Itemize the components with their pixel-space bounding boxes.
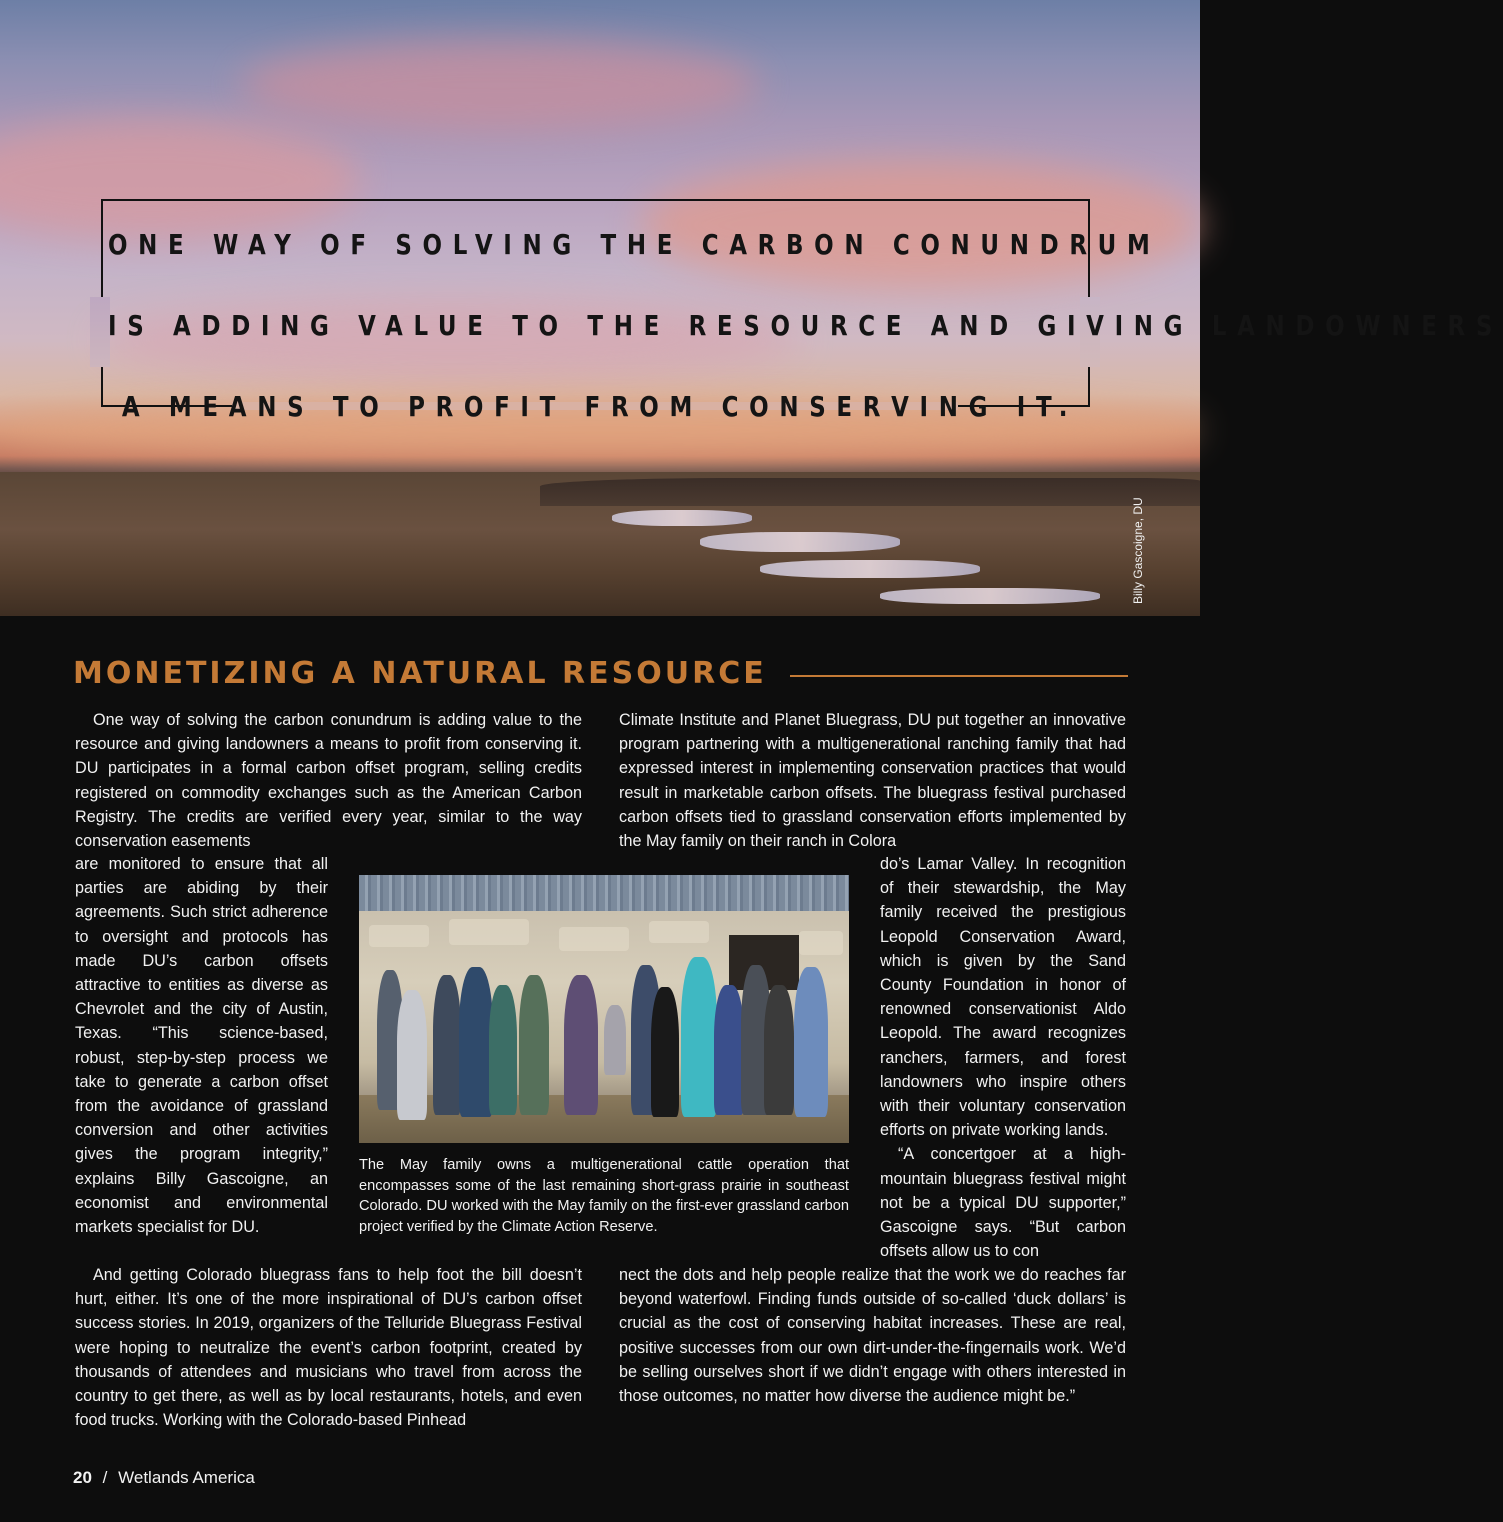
stone bbox=[369, 925, 429, 947]
paragraph: “A concertgoer at a high-mountain bluegrass festival might not be a typical DU supporter,” Gascoigne says. “But carbon offsets allow us to con bbox=[880, 1145, 1126, 1261]
paragraph: nect the dots and help people realize that the work we do reaches far beyond waterfowl. Finding funds outside of so-called ‘duck dollars’ is crucial as the cost of conserving habitat increases. These are real, positive successes from our own dirt-under-the-fingernails work. We’d be selling ourselves short if we didn’t engage with others interested in those outcomes, no matter how diverse the audience might be.” bbox=[619, 1266, 1126, 1406]
pull-quote-line-3: A MEANS TO PROFIT FROM CONSERVING IT. bbox=[121, 390, 1079, 423]
person bbox=[794, 967, 828, 1117]
river bbox=[700, 532, 900, 552]
frame-gap bbox=[90, 297, 110, 367]
pull-quote-line-1: ONE WAY OF SOLVING THE CARBON CONUNDRUM bbox=[108, 228, 1161, 261]
person bbox=[564, 975, 598, 1115]
paragraph: are monitored to ensure that all parties are abiding by their agreements. Such strict adherence to oversight and protocols has made DU’s carbon offsets attractive to entities as diverse as Chevrolet and the city of Austin, Texas. “This science-based, robust, step-by-step process we take to generate a carbon offset from the avoidance of grassland conversion and other activities gives the program integrity,” explains Billy Gascoigne, an economist and environmental markets specialist for DU. bbox=[75, 855, 328, 1237]
person bbox=[764, 985, 794, 1115]
column-1-top bbox=[75, 708, 582, 853]
paragraph: One way of solving the carbon conundrum is adding value to the resource and giving landowners a means to profit from conserving it. DU participates in a formal carbon offset program, selling credits registered on commodity exchanges such as the American Carbon Registry. The credits are verified every year, similar to the way conservation easements bbox=[75, 711, 582, 851]
person bbox=[714, 985, 744, 1115]
river bbox=[880, 588, 1100, 604]
page-footer bbox=[73, 1468, 255, 1488]
treeline bbox=[540, 478, 1200, 506]
stone bbox=[559, 927, 629, 951]
person bbox=[681, 957, 717, 1117]
river bbox=[760, 560, 980, 578]
column-2-wrap bbox=[880, 852, 1126, 1263]
person bbox=[397, 990, 427, 1120]
person bbox=[433, 975, 461, 1115]
column-1-wrap bbox=[75, 852, 328, 1239]
column-1-bottom bbox=[75, 1263, 582, 1432]
photo-caption: The May family owns a multigenerational cattle operation that encompasses some of the last remaining short-grass prairie in southeast Colorado. DU worked with the May family on the first-ever grassland carbon project verified by the Climate Action Reserve. bbox=[359, 1157, 849, 1235]
column-2-bottom bbox=[619, 1263, 1126, 1408]
heading-rule bbox=[790, 675, 1128, 677]
section-heading: MONETIZING A NATURAL RESOURCE bbox=[73, 656, 767, 691]
person bbox=[651, 987, 679, 1117]
page-number: 20 bbox=[73, 1468, 92, 1487]
footer-separator: / bbox=[102, 1468, 108, 1487]
column-2-top bbox=[619, 708, 1126, 853]
paragraph: do’s Lamar Valley. In recognition of their stewardship, the May family received the prestigious Leopold Conservation Award, which is given by the Sand County Foundation in honor of renowned conservationist Aldo Leopold. The award recognizes ranchers, farmers, and forest landowners who inspire others with their voluntary conservation efforts on private working lands. bbox=[880, 855, 1126, 1140]
publication-name: Wetlands America bbox=[118, 1468, 255, 1487]
person bbox=[604, 1005, 626, 1075]
cloud bbox=[240, 40, 760, 130]
family-photo bbox=[359, 875, 849, 1143]
stone bbox=[649, 921, 709, 943]
tin-roof bbox=[359, 875, 849, 911]
person bbox=[459, 967, 493, 1117]
pull-quote-line-2: IS ADDING VALUE TO THE RESOURCE AND GIVING LANDOWNERS bbox=[108, 309, 1503, 342]
river bbox=[612, 510, 752, 526]
hero-photo bbox=[0, 0, 1503, 616]
person bbox=[519, 975, 549, 1115]
paragraph: Climate Institute and Planet Bluegrass, DU put together an innovative program partnering with a multigenerational ranching family that had expressed interest in implementing conservation practices that would result in marketable carbon offsets. The bluegrass festival purchased carbon offsets tied to grassland conservation efforts implemented by the May family on their ranch in Colora bbox=[619, 711, 1126, 851]
paragraph: And getting Colorado bluegrass fans to help foot the bill doesn’t hurt, either. It’s one of the more inspirational of DU’s carbon offset success stories. In 2019, organizers of the Telluride Bluegrass Festival were hoping to neutralize the event’s carbon footprint, created by thousands of attendees and musicians who travel from across the country to get there, as well as by local restaurants, hotels, and even food trucks. Working with the Colorado-based Pinhead bbox=[75, 1266, 582, 1430]
stone bbox=[449, 919, 529, 945]
person bbox=[489, 985, 517, 1115]
photo-credit: Billy Gascoigne, DU bbox=[1131, 497, 1145, 604]
stone bbox=[799, 931, 843, 955]
